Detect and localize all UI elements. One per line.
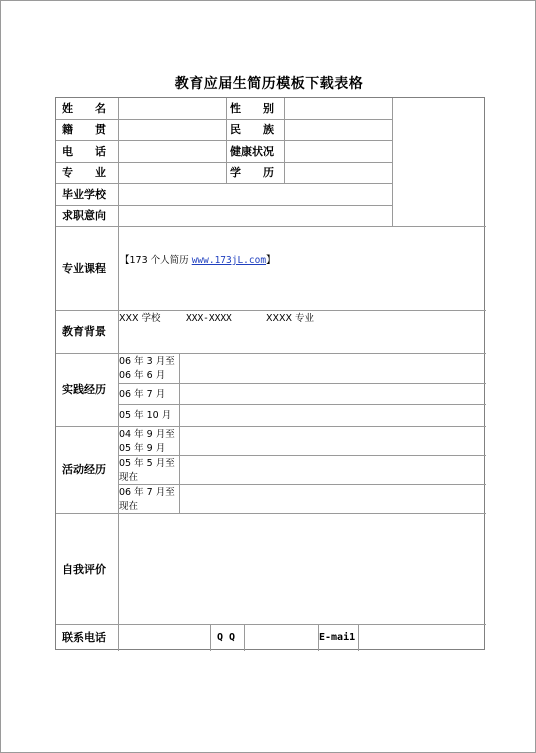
phone-label: 电 话 [62,145,106,158]
activity-date: 05 年 5 月至 [119,458,175,469]
column-divider [392,98,393,227]
row-divider [56,119,392,120]
self-evaluation-label: 自我评价 [62,563,106,576]
gender-label: 性 别 [230,102,274,115]
row-divider [56,426,486,427]
education-major: XXXX 专业 [266,313,315,324]
practice-date: 06 年 7 月 [119,389,166,400]
school-label: 毕业学校 [62,188,106,201]
row-divider [56,140,392,141]
email-label: E-mai1 [319,632,356,643]
courses-text [120,255,276,266]
row-divider [56,624,486,625]
native-place-label: 籍 贯 [62,123,106,136]
education-school: XXX 学校 [119,313,161,324]
column-divider [210,624,211,651]
health-label: 健康状况 [230,145,274,158]
job-intent-label: 求职意向 [62,209,106,222]
column-divider [226,98,227,184]
activity-date: 06 年 7 月至 [119,487,175,498]
resume-form-table [55,97,485,650]
education-period: XXX-XXXX [186,313,232,324]
document-title: 教育应届生简历模板下载表格 [174,76,364,92]
activity-date: 现在 [119,472,139,483]
degree-label: 学 历 [230,166,274,179]
row-divider [118,404,486,405]
row-divider [118,484,486,485]
qq-label: Q Q [217,632,236,643]
practice-date: 05 年 10 月 [119,410,172,421]
column-divider [244,624,245,651]
column-divider [358,624,359,651]
courses-label: 专业课程 [62,262,106,275]
row-divider [56,205,392,206]
activity-label: 活动经历 [62,463,106,476]
website-link[interactable]: www.173jL.com [191,255,267,266]
column-divider [284,98,285,184]
activity-date: 04 年 9 月至 [119,429,175,440]
row-divider [118,455,486,456]
courses-prefix: 【173 个人简历 [120,255,192,266]
practice-date: 06 年 3 月至 [119,356,175,367]
name-label: 姓 名 [62,102,106,115]
column-divider [179,354,180,514]
row-divider [56,353,486,354]
education-label: 教育背景 [62,325,106,338]
activity-date: 现在 [119,501,139,512]
row-divider [56,310,486,311]
practice-date: 06 年 6 月 [119,370,166,381]
contact-phone-label: 联系电话 [62,631,106,644]
courses-suffix: 】 [266,255,276,266]
row-divider [56,513,486,514]
row-divider [56,226,486,227]
activity-date: 05 年 9 月 [119,443,166,454]
row-divider [56,162,392,163]
row-divider [56,183,392,184]
ethnic-label: 民 族 [230,123,274,136]
practice-label: 实践经历 [62,383,106,396]
row-divider [118,383,486,384]
major-label: 专 业 [62,166,106,179]
